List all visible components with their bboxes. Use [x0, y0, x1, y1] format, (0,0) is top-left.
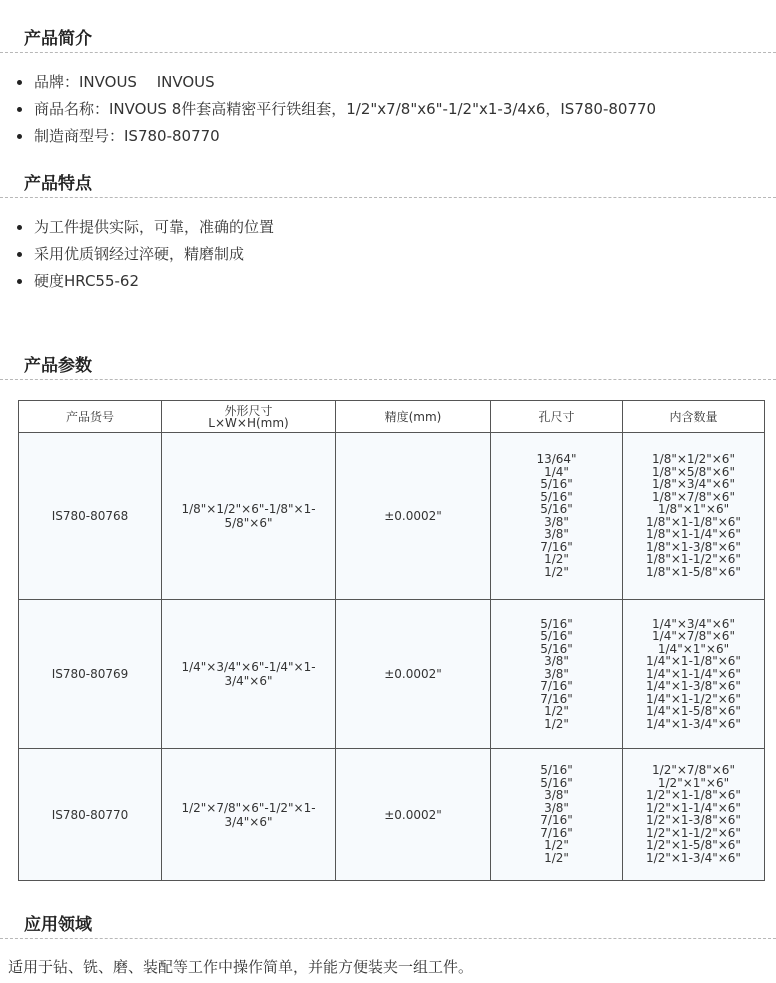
cell-holes [491, 749, 623, 881]
contents-value: 1/4"×1-3/8"×6" [646, 679, 741, 693]
header-size-line2: L×W×H(mm) [208, 415, 289, 430]
hole-value: 1/2" [544, 552, 569, 567]
cell-size: 1/8"×1/2"×6"-1/8"×1-5/8"×6" [162, 433, 336, 600]
section-params-header [0, 351, 776, 380]
contents-value: 1/2"×1-3/8"×6" [646, 813, 741, 828]
contents-value: 1/8"×3/4"×6" [652, 477, 735, 492]
table-row [19, 433, 765, 600]
contents-value: 1/8"×1-1/8"×6" [646, 514, 741, 529]
intro-item-model: 制造商型号：IS780-80770 [0, 126, 656, 153]
contents-value: 1/8"×1-1/2"×6" [646, 552, 741, 567]
cell-size: 1/4"×3/4"×6"-1/4"×1-3/4"×6" [162, 600, 336, 749]
contents-value: 1/8"×7/8"×6" [652, 489, 735, 504]
hole-value: 5/16" [540, 775, 573, 790]
hole-value: 3/8" [544, 788, 569, 803]
contents-value: 1/4"×7/8"×6" [652, 629, 735, 643]
hole-value: 5/16" [540, 641, 573, 656]
hole-value: 13/64" [536, 452, 577, 467]
contents-value: 1/8"×1"×6" [657, 502, 730, 517]
contents-value: 1/8"×1/2"×6" [652, 452, 735, 467]
contents-value: 1/8"×1-5/8"×6" [646, 564, 741, 579]
hole-value: 3/8" [544, 514, 569, 529]
hole-list [536, 453, 576, 578]
intro-list [0, 72, 656, 153]
cell-holes [491, 600, 623, 749]
table-row [19, 749, 765, 881]
table-header-row [19, 401, 765, 433]
header-model: 产品货号 [19, 401, 162, 433]
cell-contents [623, 600, 765, 749]
contents-value: 1/2"×1-5/8"×6" [646, 838, 741, 853]
section-params-title: 产品参数 [24, 356, 92, 376]
hole-list [540, 618, 572, 731]
application-text: 适用于钻、铣、磨、装配等工作中操作简单，并能方便装夹一组工件。 [8, 958, 474, 976]
features-list [0, 217, 274, 298]
hole-value: 1/2" [544, 838, 569, 853]
contents-value: 1/8"×5/8"×6" [652, 464, 735, 479]
hole-value: 7/16" [540, 825, 573, 840]
contents-value: 1/4"×1"×6" [657, 641, 730, 656]
contents-value: 1/4"×1-1/4"×6" [646, 666, 741, 681]
section-intro-header [0, 24, 776, 53]
contents-value: 1/4"×1-3/4"×6" [646, 716, 741, 731]
hole-value: 5/16" [540, 502, 573, 517]
section-application-header [0, 910, 776, 939]
contents-value: 1/2"×1-3/4"×6" [646, 850, 741, 865]
cell-contents [623, 749, 765, 881]
cell-size: 1/2"×7/8"×6"-1/2"×1-3/4"×6" [162, 749, 336, 881]
hole-list [540, 764, 572, 864]
hole-value: 1/4" [544, 464, 569, 479]
feature-item: 为工件提供实际，可靠，准确的位置 [0, 217, 274, 244]
feature-item: 硬度HRC55-62 [0, 271, 274, 298]
hole-value: 3/8" [544, 654, 569, 668]
contents-list [646, 618, 741, 731]
cell-precision: ±0.0002" [336, 600, 491, 749]
hole-value: 5/16" [540, 477, 573, 492]
intro-item-product-name: 商品名称：INVOUS 8件套高精密平行铁组套，1/2"x7/8"x6"-1/2"x1-3/4x6，IS780-80770 [0, 99, 656, 126]
section-intro-title: 产品简介 [24, 29, 92, 49]
hole-value: 1/2" [544, 704, 569, 718]
cell-model: IS780-80769 [19, 600, 162, 749]
hole-value: 3/8" [544, 666, 569, 681]
contents-value: 1/2"×1"×6" [657, 775, 730, 790]
hole-value: 3/8" [544, 527, 569, 542]
header-size [162, 401, 336, 433]
contents-list [646, 453, 741, 578]
hole-value: 5/16" [540, 629, 573, 643]
header-precision: 精度(mm) [336, 401, 491, 433]
section-features-header [0, 169, 776, 198]
hole-value: 1/2" [544, 716, 569, 731]
hole-value: 3/8" [544, 800, 569, 815]
header-contents: 内含数量 [623, 401, 765, 433]
cell-contents [623, 433, 765, 600]
hole-value: 7/16" [540, 813, 573, 828]
hole-value: 5/16" [540, 489, 573, 504]
cell-model: IS780-80768 [19, 433, 162, 600]
contents-value: 1/4"×1-5/8"×6" [646, 704, 741, 718]
cell-model: IS780-80770 [19, 749, 162, 881]
intro-item-brand: 品牌：INVOUS INVOUS [0, 72, 656, 99]
contents-value: 1/4"×3/4"×6" [652, 616, 735, 631]
table-row [19, 600, 765, 749]
hole-value: 1/2" [544, 850, 569, 865]
contents-value: 1/2"×7/8"×6" [652, 763, 735, 778]
hole-value: 7/16" [540, 679, 573, 693]
contents-value: 1/8"×1-3/8"×6" [646, 539, 741, 554]
cell-holes [491, 433, 623, 600]
contents-value: 1/4"×1-1/2"×6" [646, 691, 741, 706]
contents-list [646, 764, 741, 864]
cell-precision: ±0.0002" [336, 433, 491, 600]
hole-value: 5/16" [540, 616, 573, 631]
contents-value: 1/2"×1-1/8"×6" [646, 788, 741, 803]
hole-value: 7/16" [540, 691, 573, 706]
hole-value: 5/16" [540, 763, 573, 778]
contents-value: 1/2"×1-1/4"×6" [646, 800, 741, 815]
section-features-title: 产品特点 [24, 174, 92, 194]
contents-value: 1/2"×1-1/2"×6" [646, 825, 741, 840]
section-application-title: 应用领域 [24, 915, 92, 935]
contents-value: 1/8"×1-1/4"×6" [646, 527, 741, 542]
spec-table [18, 400, 765, 881]
hole-value: 7/16" [540, 539, 573, 554]
header-hole: 孔尺寸 [491, 401, 623, 433]
feature-item: 采用优质钢经过淬硬，精磨制成 [0, 244, 274, 271]
cell-precision: ±0.0002" [336, 749, 491, 881]
header-size-line1: 外形尺寸 [224, 403, 273, 418]
contents-value: 1/4"×1-1/8"×6" [646, 654, 741, 668]
hole-value: 1/2" [544, 564, 569, 579]
